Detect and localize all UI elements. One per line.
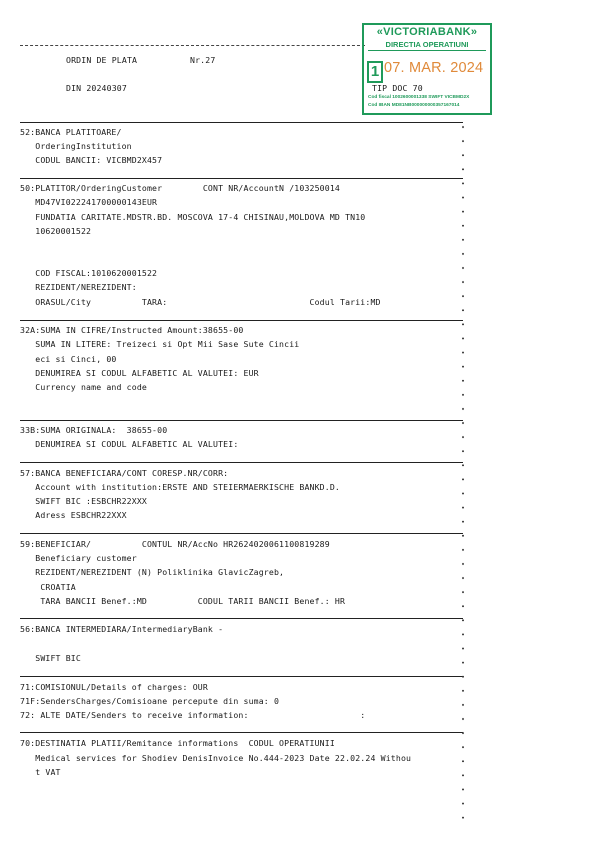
section-rule xyxy=(20,462,463,463)
field-57-line: Account with institution:ERSTE AND STEIERMAERKISCHE BANKD.D. xyxy=(20,482,340,492)
field-70-line: 70:DESTINATIA PLATII/Remitance informations CODUL OPERATIUNII xyxy=(20,738,335,748)
field-57-line: SWIFT BIC :ESBCHR22XXX xyxy=(20,496,147,506)
field-56-line: SWIFT BIC xyxy=(20,653,81,663)
field-50-line: 50:PLATITOR/OrderingCustomer CONT NR/AccountN /103250014 xyxy=(20,183,340,193)
field-33b-line: 33B:SUMA ORIGINALA: 38655-00 xyxy=(20,425,168,435)
section-rule xyxy=(20,320,463,321)
field-72-line: 72: ALTE DATE/Senders to receive information: : xyxy=(20,710,366,720)
field-59-line: 59:BENEFICIAR/ CONTUL NR/AccNo HR2624020061100819289 xyxy=(20,539,330,549)
field-32a-line: Currency name and code xyxy=(20,382,147,392)
field-50-line: 10620001522 xyxy=(20,226,92,236)
field-32a-line: SUMA IN LITERE: Treizeci si Opt Mii Sase Sute Cincii xyxy=(20,339,300,349)
document-type: TIP DOC 70 xyxy=(372,83,423,93)
field-59-line: CROATIA xyxy=(20,582,76,592)
field-56-line: 56:BANCA INTERMEDIARA/IntermediaryBank - xyxy=(20,624,224,634)
right-margin-colons xyxy=(459,120,467,825)
field-59-line: REZIDENT/NEREZIDENT (N) Poliklinika GlavicZagreb, xyxy=(20,567,285,577)
field-52-line: CODUL BANCII: VICBMD2X457 xyxy=(20,155,163,165)
stamp-fiscal-line: Cod fiscal 1002600001338 SWIFT VICBMD2X xyxy=(368,95,470,100)
field-52-line: 52:BANCA PLATITOARE/ xyxy=(20,127,122,137)
document-title: ORDIN DE PLATA xyxy=(66,55,138,65)
field-50-line: REZIDENT/NEREZIDENT: xyxy=(20,282,137,292)
field-71f-line: 71F:SendersCharges/Comisioane percepute din suma: 0 xyxy=(20,696,280,706)
field-50-line: MD47VI022241700000143EUR xyxy=(20,197,158,207)
field-59-line: Beneficiary customer xyxy=(20,553,137,563)
field-59-line: TARA BANCII Benef.:MD CODUL TARII BANCII Benef.: HR xyxy=(20,596,346,606)
field-52-line: OrderingInstitution xyxy=(20,141,132,151)
section-rule xyxy=(20,122,463,123)
field-71-line: 71:COMISIONUL/Details of charges: OUR xyxy=(20,682,208,692)
field-50-line: FUNDATIA CARITATE.MDSTR.BD. MOSCOVA 17-4 CHISINAU,MOLDOVA MD TN10 xyxy=(20,212,366,222)
field-70-line: t VAT xyxy=(20,767,61,777)
field-32a-line: eci si Cinci, 00 xyxy=(20,354,117,364)
document-number: Nr.27 xyxy=(190,55,216,65)
top-dashed-rule xyxy=(20,45,365,46)
section-rule xyxy=(20,618,463,619)
field-70-line: Medical services for Shodiev DenisInvoice No.444-2023 Date 22.02.24 Withou xyxy=(20,753,412,763)
field-33b-line: DENUMIREA SI CODUL ALFABETIC AL VALUTEI: xyxy=(20,439,239,449)
field-32a-line: DENUMIREA SI CODUL ALFABETIC AL VALUTEI: EUR xyxy=(20,368,259,378)
section-rule xyxy=(20,420,463,421)
section-rule xyxy=(20,732,463,733)
field-57-line: 57:BANCA BENEFICIARA/CONT CORESP.NR/CORR: xyxy=(20,468,229,478)
stamp-divider xyxy=(368,50,486,51)
stamp-box-number: 1 xyxy=(367,61,383,83)
document-date: DIN 20240307 xyxy=(66,83,127,93)
stamp-iban-line: Cod IBAN MD81NB000000000357167014 xyxy=(368,103,460,108)
field-50-line: COD FISCAL:1010620001522 xyxy=(20,268,158,278)
stamp-department: DIRECTIA OPERATIUNI xyxy=(385,40,469,49)
bank-stamp xyxy=(362,23,492,115)
stamp-date: 07. MAR. 2024 xyxy=(384,60,484,76)
field-32a-line: 32A:SUMA IN CIFRE/Instructed Amount:38655-00 xyxy=(20,325,244,335)
field-50-line: ORASUL/City TARA: Codul Tarii:MD xyxy=(20,297,381,307)
section-rule xyxy=(20,178,463,179)
section-rule xyxy=(20,676,463,677)
field-57-line: Adress ESBCHR22XXX xyxy=(20,510,127,520)
section-rule xyxy=(20,533,463,534)
stamp-bank-name: «VICTORIABANK» xyxy=(376,26,478,38)
